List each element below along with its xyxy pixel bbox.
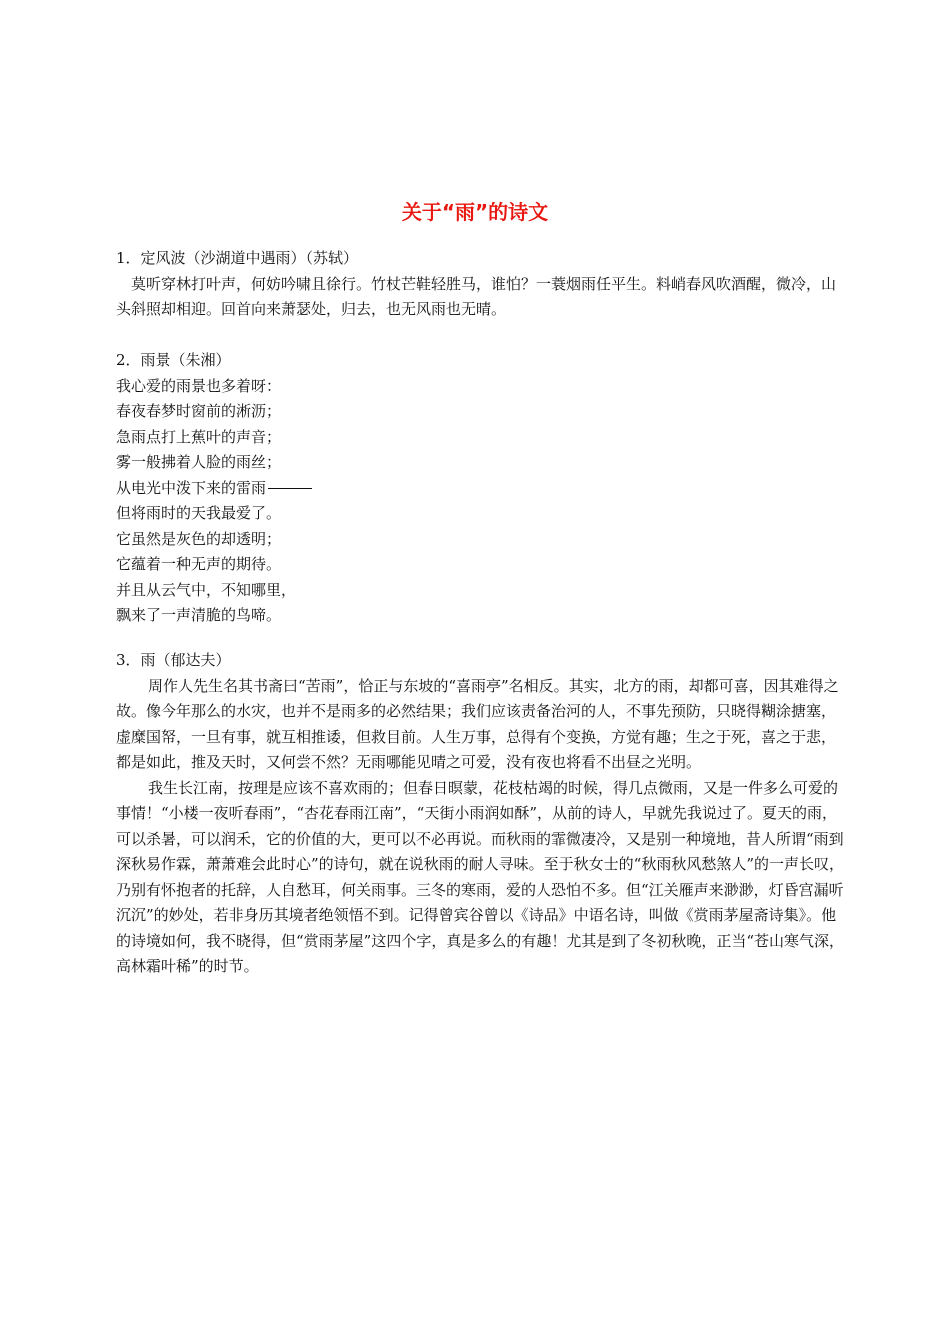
prose-section-3 bbox=[116, 648, 846, 980]
poem-line: 急雨点打上蕉叶的声音； bbox=[116, 427, 282, 446]
poem-line: 我心爱的雨景也多着呀： bbox=[116, 376, 282, 395]
poem-line: 并且从云气中，不知哪里， bbox=[116, 580, 297, 599]
document-title: 关于“雨”的诗文 bbox=[401, 200, 549, 224]
prose-paragraph: 周作人先生名其书斋曰“苦雨”，恰正与东坡的“喜雨亭”名相反。其实，北方的雨，却都可喜，因其难得之故。像今年那么的水灾，也并不是雨多的必然结果；我们应该责备治河的人，不事先预防，只晓得糊涂搪塞，虚糜国帑，一旦有事，就互相推诿，但救目前。人生万事，总得有个变换，方觉有趣；生之于死，喜之于悲，都是如此，推及天时，又何尝不然？无雨哪能见晴之可爱，没有夜也将看不出昼之光明。 bbox=[116, 676, 839, 771]
em-dash bbox=[268, 488, 312, 489]
poem-line: 雾一般拂着人脸的雨丝； bbox=[116, 453, 282, 471]
poem-line-text: 从电光中泼下来的雷雨 bbox=[116, 478, 267, 497]
poem-heading: 2．雨景（朱湘） bbox=[116, 351, 231, 369]
poem-line: 飘来了一声清脆的鸟啼。 bbox=[116, 606, 282, 624]
poem-line: 春夜春梦时窗前的淅沥； bbox=[116, 402, 282, 420]
poem-line: 它虽然是灰色的却透明； bbox=[116, 529, 282, 548]
poem-line: 它蕴着一种无声的期待。 bbox=[116, 555, 282, 573]
prose-heading: 3．雨（郁达夫） bbox=[116, 651, 231, 669]
poem-line-with-dash bbox=[116, 476, 846, 502]
poem-section-1 bbox=[116, 246, 846, 323]
poem-heading: 1．定风波（沙湖道中遇雨）（苏轼） bbox=[116, 249, 359, 267]
poem-section-2 bbox=[116, 348, 846, 629]
poem-line: 但将雨时的天我最爱了。 bbox=[116, 504, 282, 522]
prose-paragraph: 我生长江南，按理是应该不喜欢雨的；但春日暝蒙，花枝枯竭的时候，得几点微雨，又是一件多么可爱的事情！“小楼一夜听春雨”，“杏花春雨江南”，“天街小雨润如酥”，从前的诗人，早就先我说过了。夏天的雨，可以杀暑，可以润禾，它的价值的大，更可以不必再说。而秋雨的霏微凄冷，又是别一种境地，昔人所谓“雨到深秋易作霖，萧萧难会此时心”的诗句，就在说秋雨的耐人寻味。至于秋女士的“秋雨秋风愁煞人”的一声长叹，乃别有怀抱者的托辞，人自愁耳，何关雨事。三冬的寒雨，爱的人恐怕不多。但“江关雁声来渺渺，灯昏宫漏听沉沉”的妙处，若非身历其境者绝领悟不到。记得曾宾谷曾以《诗品》中语名诗，叫做《赏雨茅屋斋诗集》。他的诗境如何，我不晓得，但“赏雨茅屋”这四个字，真是多么的有趣！尤其是到了冬初秋晚，正当“苍山寒气深，高林霜叶稀”的时节。 bbox=[116, 778, 845, 975]
poem-text: 莫听穿林打叶声，何妨吟啸且徐行。竹杖芒鞋轻胜马，谁怕？一蓑烟雨任平生。料峭春风吹酒醒，微冷，山头斜照却相迎。回首向来萧瑟处，归去，也无风雨也无晴。 bbox=[116, 274, 837, 318]
